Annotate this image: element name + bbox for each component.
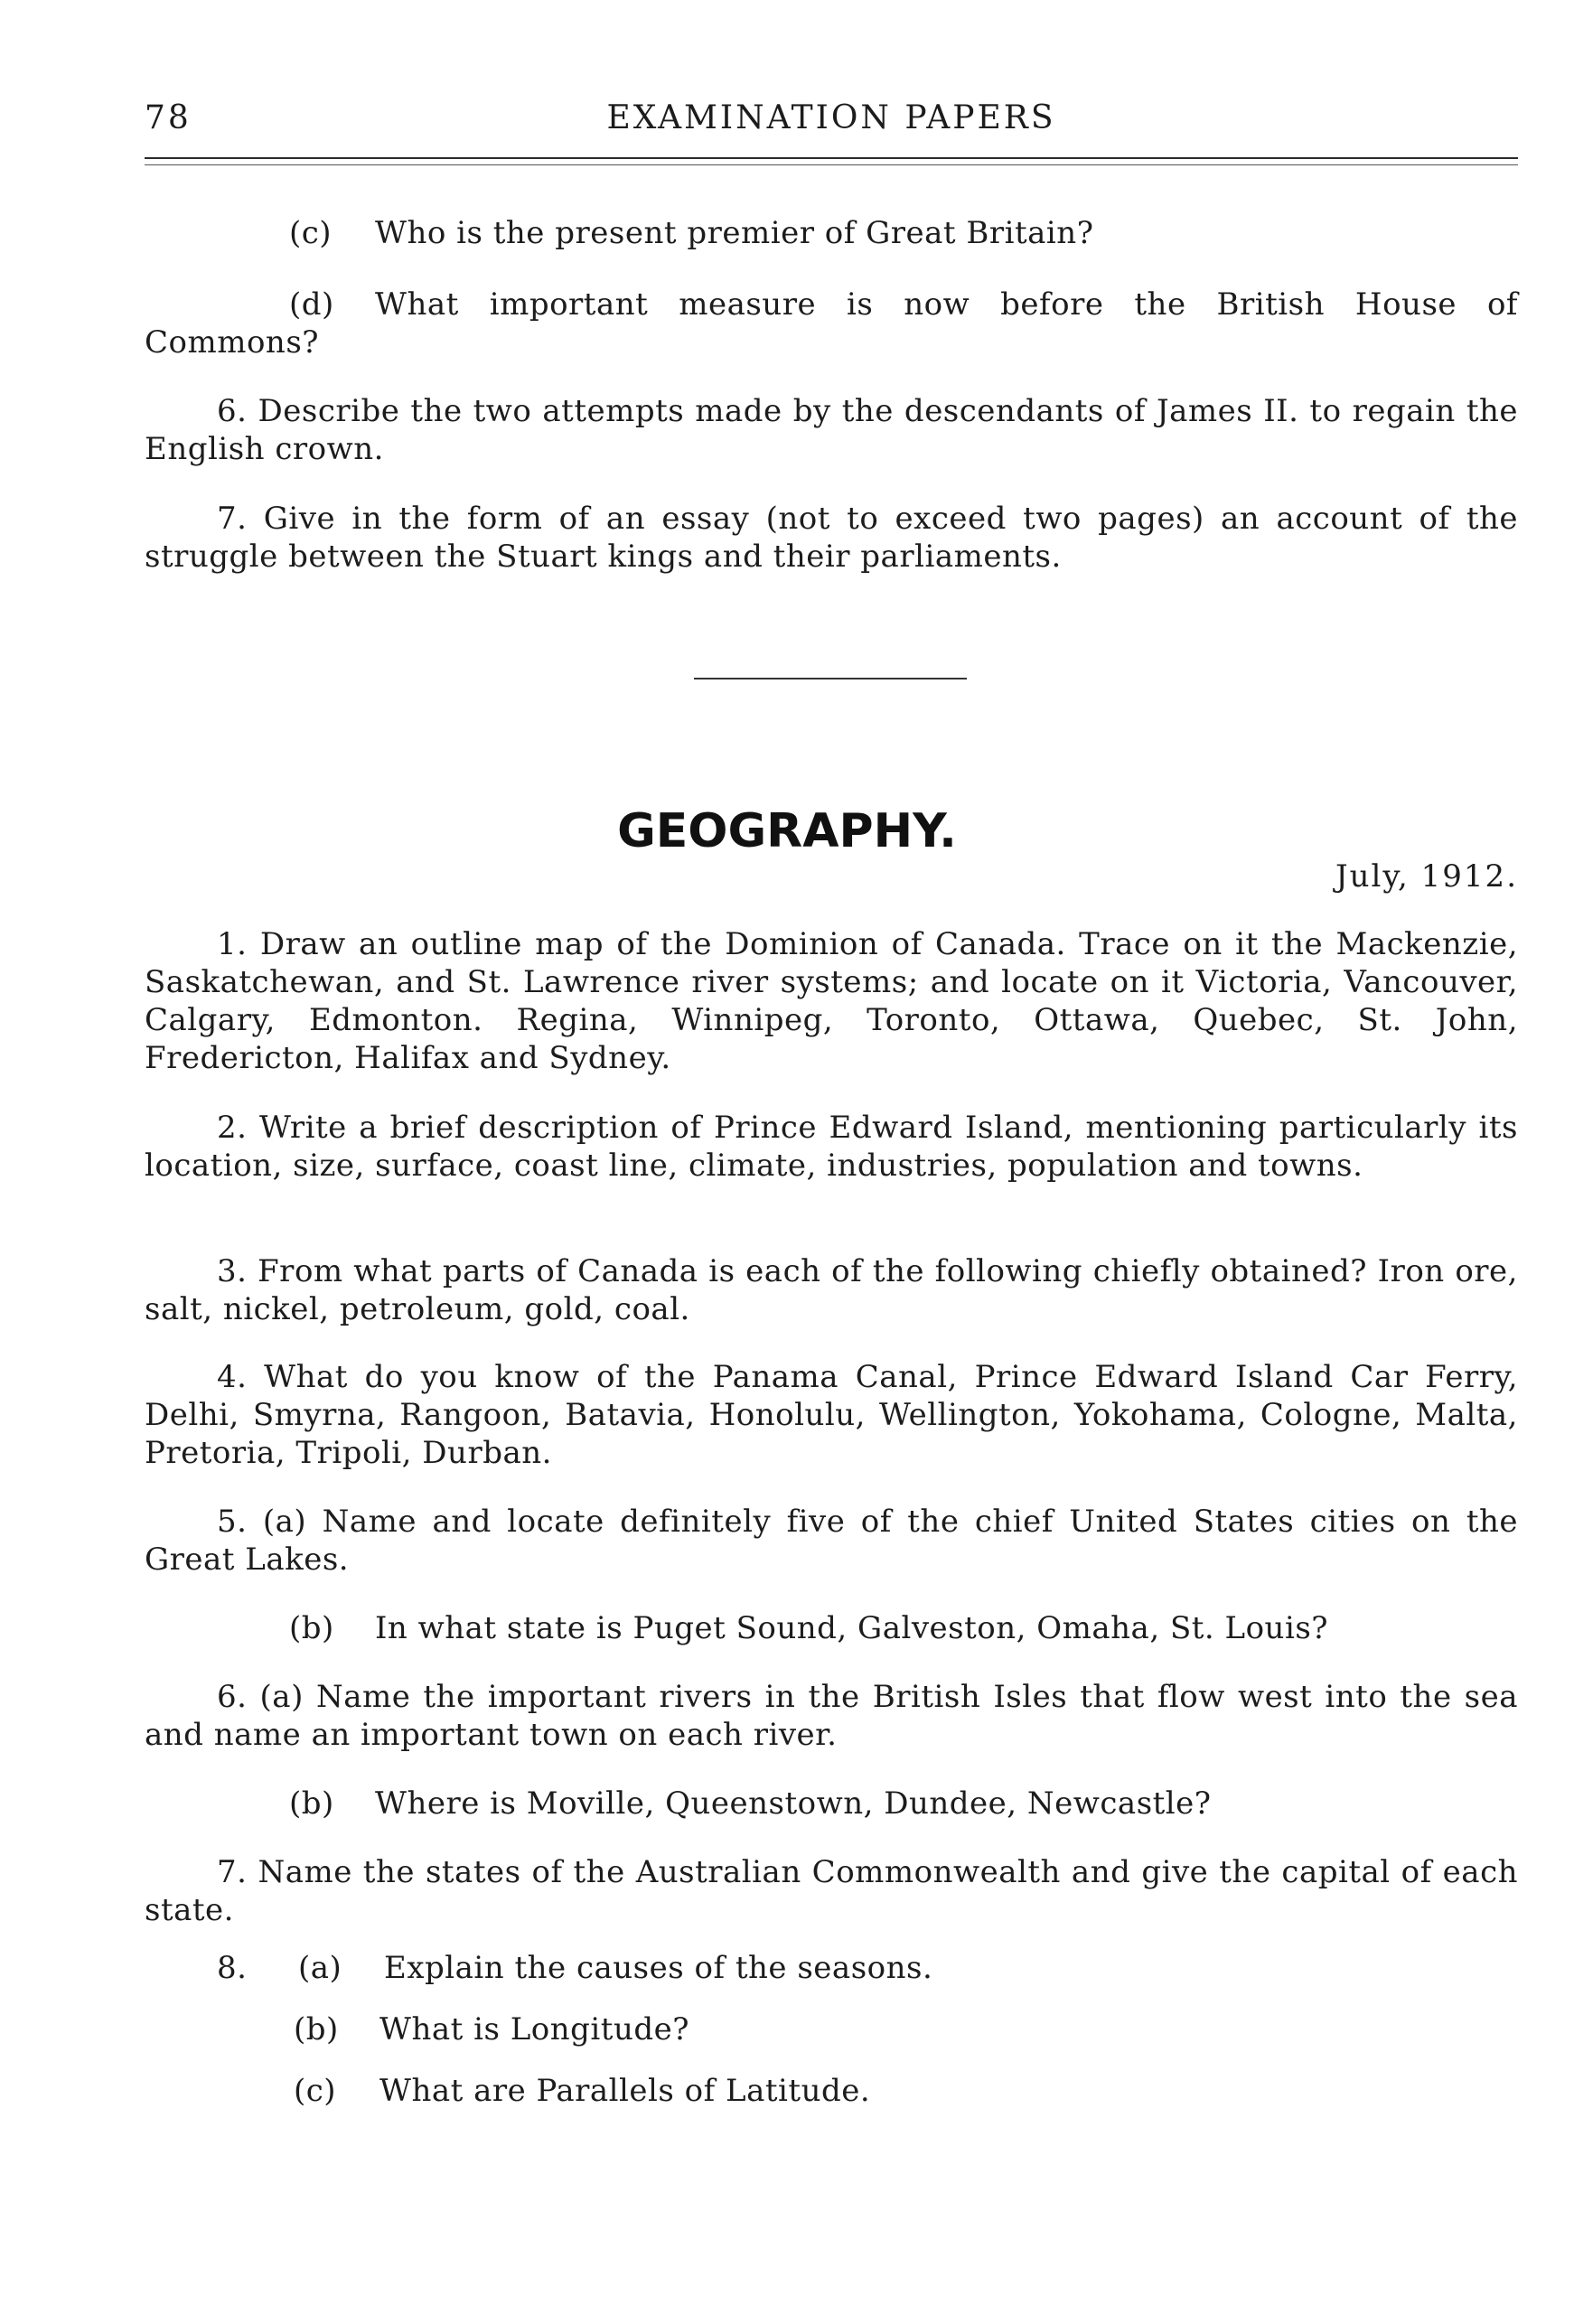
question-text: Name and locate definitely five of the chief United States cities on the Great Lakes. <box>145 1504 1519 1578</box>
question-text: Explain the causes of the seasons. <box>384 1950 933 1986</box>
question-number: 2. <box>217 1110 248 1146</box>
exam-date: July, 1912. <box>1335 858 1518 895</box>
question-number: 6. <box>217 1679 248 1715</box>
question-number: 5. <box>217 1504 248 1540</box>
question-label: (a) <box>259 1679 304 1715</box>
header-rule-thin <box>145 164 1518 165</box>
question-text: Name the important rivers in the British Isles that flow west into the sea and name an important town on each river. <box>145 1679 1518 1753</box>
question-number: 3. <box>217 1253 248 1289</box>
question-label: (a) <box>262 1504 307 1540</box>
question-text: What important measure is now before the British House of Commons? <box>145 286 1518 361</box>
page-number: 78 <box>145 99 192 136</box>
question-5d <box>145 286 1518 361</box>
question-text: What is Longitude? <box>379 2011 689 2048</box>
question-text: Describe the two attempts made by the descendants of James II. to regain the English crown. <box>145 393 1518 467</box>
question-label: (c) <box>294 2073 337 2109</box>
running-title: EXAMINATION PAPERS <box>606 99 1056 136</box>
question-number: 6. <box>217 393 248 429</box>
question-label: (b) <box>289 1610 334 1646</box>
question-text: What are Parallels of Latitude. <box>379 2073 871 2109</box>
question-text: Draw an outline map of the Dominion of Canada. Trace on it the Mackenzie, Saskatchewan, and St. Lawrence river systems; and locate on it Victoria, Vancouver, Calgary, Edmonton. Regina, Winnipeg, Toronto, Ottawa, Quebec, St. John, Fredericton, Halifax and Sydney. <box>145 926 1518 1076</box>
question-6b <box>289 1785 1518 1823</box>
question-6 <box>145 392 1518 468</box>
question-number: 8. <box>217 1950 248 1986</box>
question-text: Where is Moville, Queenstown, Dundee, Newcastle? <box>375 1785 1212 1822</box>
section-heading: GEOGRAPHY. <box>617 804 957 858</box>
question-8c <box>294 2072 1522 2110</box>
question-number: 7. <box>217 1854 248 1890</box>
question-label: (a) <box>298 1950 342 1986</box>
question-5b <box>289 1609 1518 1647</box>
question-2 <box>145 1109 1518 1185</box>
question-6a <box>145 1678 1518 1754</box>
question-text: Who is the present premier of Great Britain? <box>375 215 1094 251</box>
page-header <box>145 99 1518 154</box>
header-rule <box>145 157 1518 159</box>
question-label: (b) <box>294 2011 339 2048</box>
question-5c <box>289 214 1518 252</box>
question-label: (c) <box>289 215 333 251</box>
question-number: 1. <box>217 926 248 962</box>
question-7 <box>145 500 1518 576</box>
question-8a <box>217 1949 1518 1987</box>
question-7-geo <box>145 1853 1518 1929</box>
question-number: 7. <box>217 501 248 537</box>
question-number: 4. <box>217 1359 248 1395</box>
question-5a <box>145 1503 1518 1579</box>
section-separator <box>694 678 967 679</box>
question-text: In what state is Puget Sound, Galveston, Omaha, St. Louis? <box>375 1610 1329 1646</box>
question-4 <box>145 1358 1518 1472</box>
question-text: Write a brief description of Prince Edward Island, mentioning particularly its location, size, surface, coast line, climate, industries, population and towns. <box>145 1110 1518 1184</box>
question-3 <box>145 1252 1518 1328</box>
question-text: Give in the form of an essay (not to exceed two pages) an account of the struggle between the Stuart kings and their parliaments. <box>145 501 1518 575</box>
question-label: (b) <box>289 1785 334 1822</box>
question-text: From what parts of Canada is each of the following chiefly obtained? Iron ore, salt, nickel, petroleum, gold, coal. <box>145 1253 1518 1327</box>
question-text: What do you know of the Panama Canal, Prince Edward Island Car Ferry, Delhi, Smyrna, Rangoon, Batavia, Honolulu, Wellington, Yokohama, Cologne, Malta, Pretoria, Tripoli, Durban. <box>145 1359 1518 1471</box>
question-8b <box>294 2010 1522 2048</box>
question-1 <box>145 925 1518 1077</box>
question-label: (d) <box>289 286 334 323</box>
question-text: Name the states of the Australian Commonwealth and give the capital of each state. <box>145 1854 1519 1928</box>
